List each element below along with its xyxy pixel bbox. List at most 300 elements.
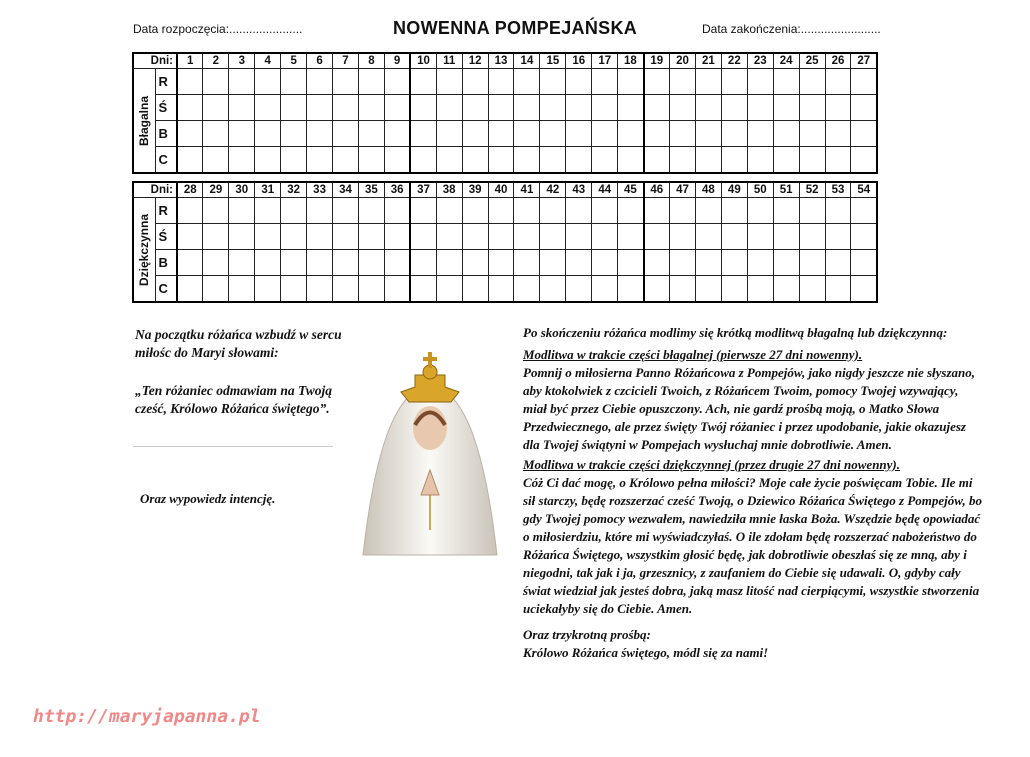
day-number: 36 [384, 182, 410, 198]
day-number: 47 [670, 182, 696, 198]
check-cell[interactable] [514, 276, 540, 303]
check-cell[interactable] [670, 147, 696, 174]
check-cell[interactable] [462, 250, 488, 276]
check-cell[interactable] [773, 250, 799, 276]
check-cell[interactable] [851, 147, 877, 174]
check-cell[interactable] [514, 121, 540, 147]
check-cell[interactable] [384, 224, 410, 250]
check-cell[interactable] [333, 95, 359, 121]
check-cell[interactable] [695, 198, 721, 224]
check-cell[interactable] [255, 224, 281, 250]
check-cell[interactable] [281, 250, 307, 276]
check-cell[interactable] [799, 250, 825, 276]
check-cell[interactable] [695, 224, 721, 250]
check-cell[interactable] [670, 276, 696, 303]
check-cell[interactable] [670, 198, 696, 224]
check-cell[interactable] [592, 276, 618, 303]
section-label: Dziękczynna [137, 213, 152, 286]
intention-text: Oraz wypowiedz intencję. [140, 491, 276, 506]
day-number: 30 [229, 182, 255, 198]
check-cell[interactable] [255, 198, 281, 224]
check-cell[interactable] [618, 95, 644, 121]
check-cell[interactable] [203, 147, 229, 174]
check-cell[interactable] [670, 224, 696, 250]
check-cell[interactable] [540, 69, 566, 95]
day-number: 37 [410, 182, 436, 198]
rosary-row [133, 69, 877, 95]
rosary-row [133, 276, 877, 303]
check-cell[interactable] [514, 147, 540, 174]
check-cell[interactable] [592, 250, 618, 276]
check-cell[interactable] [851, 250, 877, 276]
check-cell[interactable] [436, 224, 462, 250]
check-cell[interactable] [670, 250, 696, 276]
check-cell[interactable] [592, 69, 618, 95]
check-cell[interactable] [488, 147, 514, 174]
check-cell[interactable] [410, 250, 436, 276]
check-cell[interactable] [644, 250, 670, 276]
day-number: 4 [255, 53, 281, 69]
day-number: 31 [255, 182, 281, 198]
madonna-image [355, 330, 505, 570]
check-cell[interactable] [358, 250, 384, 276]
check-cell[interactable] [695, 69, 721, 95]
check-cell[interactable] [566, 147, 592, 174]
check-cell[interactable] [773, 147, 799, 174]
check-cell[interactable] [695, 276, 721, 303]
day-number: 20 [670, 53, 696, 69]
check-cell[interactable] [229, 121, 255, 147]
check-cell[interactable] [540, 121, 566, 147]
check-cell[interactable] [384, 69, 410, 95]
check-cell[interactable] [358, 147, 384, 174]
days-row [133, 182, 877, 198]
check-cell[interactable] [410, 95, 436, 121]
prayer-heading-blagalna: Modlitwa w trakcie części błagalnej (pierwsze 27 dni nowenny). [523, 347, 863, 362]
check-cell[interactable] [177, 198, 203, 224]
day-number: 28 [177, 182, 203, 198]
check-cell[interactable] [566, 250, 592, 276]
check-cell[interactable] [566, 276, 592, 303]
row-letter: B [155, 121, 177, 147]
check-cell[interactable] [851, 69, 877, 95]
check-cell[interactable] [540, 147, 566, 174]
day-number: 6 [307, 53, 333, 69]
check-cell[interactable] [229, 250, 255, 276]
check-cell[interactable] [462, 198, 488, 224]
check-cell[interactable] [255, 250, 281, 276]
check-cell[interactable] [410, 147, 436, 174]
check-cell[interactable] [203, 121, 229, 147]
check-cell[interactable] [307, 95, 333, 121]
check-cell[interactable] [695, 121, 721, 147]
check-cell[interactable] [358, 198, 384, 224]
check-cell[interactable] [229, 224, 255, 250]
check-cell[interactable] [644, 198, 670, 224]
day-number: 9 [384, 53, 410, 69]
day-number: 32 [281, 182, 307, 198]
day-number: 19 [644, 53, 670, 69]
closing-text: Królowo Różańca świętego, módl się za nami! [523, 645, 769, 660]
check-cell[interactable] [540, 224, 566, 250]
check-cell[interactable] [721, 250, 747, 276]
check-cell[interactable] [281, 276, 307, 303]
check-cell[interactable] [799, 69, 825, 95]
check-cell[interactable] [618, 121, 644, 147]
check-cell[interactable] [410, 276, 436, 303]
check-cell[interactable] [644, 95, 670, 121]
row-letter: Ś [155, 224, 177, 250]
check-cell[interactable] [799, 224, 825, 250]
check-cell[interactable] [695, 147, 721, 174]
check-cell[interactable] [281, 224, 307, 250]
check-cell[interactable] [384, 250, 410, 276]
day-number: 34 [333, 182, 359, 198]
check-cell[interactable] [488, 69, 514, 95]
check-cell[interactable] [747, 224, 773, 250]
check-cell[interactable] [229, 95, 255, 121]
section-label: Błagalna [137, 95, 152, 146]
day-number: 44 [592, 182, 618, 198]
check-cell[interactable] [799, 276, 825, 303]
day-number: 41 [514, 182, 540, 198]
day-number: 46 [644, 182, 670, 198]
rosary-row [133, 224, 877, 250]
rosary-row [133, 121, 877, 147]
check-cell[interactable] [540, 276, 566, 303]
day-number: 11 [436, 53, 462, 69]
day-number: 50 [747, 182, 773, 198]
check-cell[interactable] [721, 276, 747, 303]
check-cell[interactable] [644, 147, 670, 174]
days-row [133, 53, 877, 69]
check-cell[interactable] [540, 95, 566, 121]
check-cell[interactable] [358, 95, 384, 121]
check-cell[interactable] [177, 276, 203, 303]
check-cell[interactable] [436, 121, 462, 147]
check-cell[interactable] [851, 224, 877, 250]
row-letter: R [155, 69, 177, 95]
check-cell[interactable] [203, 95, 229, 121]
row-letter: Ś [155, 95, 177, 121]
check-cell[interactable] [825, 198, 851, 224]
check-cell[interactable] [177, 69, 203, 95]
check-cell[interactable] [358, 121, 384, 147]
check-cell[interactable] [721, 147, 747, 174]
left-intro-text: Na początku różańca wzbudź w sercu miłośc do Maryi słowami: [135, 327, 342, 360]
check-cell[interactable] [333, 69, 359, 95]
check-cell[interactable] [177, 121, 203, 147]
check-cell[interactable] [436, 95, 462, 121]
check-cell[interactable] [203, 276, 229, 303]
check-cell[interactable] [566, 198, 592, 224]
check-cell[interactable] [566, 224, 592, 250]
day-number: 39 [462, 182, 488, 198]
prayer-text-blagalna: Pomnij o miłosierna Panno Różańcowa z Pompejów, jako nigdy jeszcze nie słyszano, aby ktokolwiek z czcicieli Twoich, z Różańcem Twoim, pomocy Twojej wzywający, miał być przez Ciebie opuszczony. Ach, nie gardź prośbą moją, o Matko Słowa Przedwiecznego, ale przez święty Twój różaniec i przez upodobanie, jakie okazujesz dla Twojej świątyni w Pompejach wysłuchaj mnie dobrotliwie. Amen. [523, 365, 976, 452]
check-cell[interactable] [695, 250, 721, 276]
check-cell[interactable] [488, 121, 514, 147]
rosary-row [133, 198, 877, 224]
check-cell[interactable] [436, 250, 462, 276]
check-cell[interactable] [384, 121, 410, 147]
check-cell[interactable] [747, 121, 773, 147]
check-cell[interactable] [592, 198, 618, 224]
day-number: 40 [488, 182, 514, 198]
check-cell[interactable] [747, 250, 773, 276]
check-cell[interactable] [333, 224, 359, 250]
check-cell[interactable] [618, 250, 644, 276]
check-cell[interactable] [799, 147, 825, 174]
check-cell[interactable] [747, 276, 773, 303]
day-number: 23 [747, 53, 773, 69]
novena-grid-dziekczynna [132, 181, 878, 303]
check-cell[interactable] [566, 69, 592, 95]
day-number: 1 [177, 53, 203, 69]
check-cell[interactable] [721, 121, 747, 147]
check-cell[interactable] [592, 147, 618, 174]
day-number: 16 [566, 53, 592, 69]
row-letter: R [155, 198, 177, 224]
check-cell[interactable] [203, 198, 229, 224]
check-cell[interactable] [436, 198, 462, 224]
check-cell[interactable] [333, 198, 359, 224]
check-cell[interactable] [462, 224, 488, 250]
check-cell[interactable] [851, 276, 877, 303]
check-cell[interactable] [747, 69, 773, 95]
check-cell[interactable] [307, 198, 333, 224]
divider [133, 446, 333, 447]
check-cell[interactable] [410, 69, 436, 95]
check-cell[interactable] [281, 147, 307, 174]
prayer-section [523, 324, 983, 662]
check-cell[interactable] [644, 69, 670, 95]
check-cell[interactable] [281, 95, 307, 121]
day-number: 42 [540, 182, 566, 198]
check-cell[interactable] [488, 276, 514, 303]
check-cell[interactable] [514, 69, 540, 95]
day-number: 51 [773, 182, 799, 198]
check-cell[interactable] [307, 69, 333, 95]
day-number: 13 [488, 53, 514, 69]
check-cell[interactable] [281, 198, 307, 224]
prayer-text-dziekczynna: Cóż Ci dać mogę, o Królowo pełna miłości? Moje całe życie poświęcam Tobie. Ile mi sił starczy, będę rozszerzać cześć Twoją, o Dziewico Różańca Świętego z Pompejów, bo gdy Twojej pomocy wezwałem, nawiedziła mnie łaska Boża. Wszędzie będę opowiadać o miłosierdziu, które mi wyświadczyłaś. O ile zdołam będę rozszerzać nabożeństwo do Różańca Świętego, wszystkim głosić będę, jak dobrotliwie obeszłaś się ze mną, aby i niegodni, tak jak i ja, grzesznicy, z zaufaniem do Ciebie się udawali. O, gdyby cały świat wiedział jak jesteś dobra, jaką masz litość nad cierpiącymi, wszystkie stworzenia uciekałyby się do Ciebie. Amen. [523, 475, 982, 616]
check-cell[interactable] [670, 95, 696, 121]
day-number: 5 [281, 53, 307, 69]
check-cell[interactable] [307, 147, 333, 174]
start-date-label: Data rozpoczęcia:...................... [133, 22, 303, 36]
check-cell[interactable] [384, 95, 410, 121]
check-cell[interactable] [203, 250, 229, 276]
check-cell[interactable] [618, 198, 644, 224]
day-number: 45 [618, 182, 644, 198]
left-quote-text: „Ten różaniec odmawiam na Twoją cześć, Królowo Różańca świętego”. [135, 383, 333, 416]
rosary-row [133, 147, 877, 174]
check-cell[interactable] [488, 198, 514, 224]
check-cell[interactable] [436, 69, 462, 95]
check-cell[interactable] [384, 147, 410, 174]
check-cell[interactable] [644, 224, 670, 250]
check-cell[interactable] [358, 224, 384, 250]
check-cell[interactable] [333, 147, 359, 174]
check-cell[interactable] [307, 250, 333, 276]
check-cell[interactable] [462, 121, 488, 147]
check-cell[interactable] [177, 95, 203, 121]
check-cell[interactable] [462, 95, 488, 121]
day-number: 35 [358, 182, 384, 198]
rosary-row [133, 95, 877, 121]
check-cell[interactable] [747, 147, 773, 174]
day-number: 21 [695, 53, 721, 69]
check-cell[interactable] [229, 198, 255, 224]
day-number: 27 [851, 53, 877, 69]
check-cell[interactable] [384, 276, 410, 303]
check-cell[interactable] [773, 198, 799, 224]
day-number: 10 [410, 53, 436, 69]
check-cell[interactable] [462, 276, 488, 303]
check-cell[interactable] [825, 224, 851, 250]
check-cell[interactable] [229, 147, 255, 174]
closing-label: Oraz trzykrotną prośbą: [523, 627, 651, 642]
day-number: 25 [799, 53, 825, 69]
check-cell[interactable] [799, 121, 825, 147]
check-cell[interactable] [229, 69, 255, 95]
check-cell[interactable] [229, 276, 255, 303]
check-cell[interactable] [488, 224, 514, 250]
check-cell[interactable] [540, 198, 566, 224]
prayer-intro: Po skończeniu różańca modlimy się krótką modlitwą błagalną lub dziękczynną: [523, 325, 948, 340]
check-cell[interactable] [695, 95, 721, 121]
day-number: 2 [203, 53, 229, 69]
check-cell[interactable] [358, 276, 384, 303]
row-letter: C [155, 276, 177, 303]
check-cell[interactable] [773, 121, 799, 147]
check-cell[interactable] [540, 250, 566, 276]
check-cell[interactable] [307, 276, 333, 303]
check-cell[interactable] [255, 95, 281, 121]
day-number: 14 [514, 53, 540, 69]
check-cell[interactable] [462, 69, 488, 95]
check-cell[interactable] [410, 198, 436, 224]
site-url: http://maryjapanna.pl [33, 706, 261, 727]
check-cell[interactable] [255, 121, 281, 147]
day-number: 7 [333, 53, 359, 69]
check-cell[interactable] [773, 276, 799, 303]
day-number: 54 [851, 182, 877, 198]
check-cell[interactable] [721, 224, 747, 250]
check-cell[interactable] [618, 69, 644, 95]
check-cell[interactable] [358, 69, 384, 95]
check-cell[interactable] [825, 121, 851, 147]
check-cell[interactable] [592, 224, 618, 250]
check-cell[interactable] [825, 147, 851, 174]
check-cell[interactable] [514, 95, 540, 121]
section-label-cell [133, 198, 155, 303]
check-cell[interactable] [799, 95, 825, 121]
day-number: 53 [825, 182, 851, 198]
check-cell[interactable] [488, 250, 514, 276]
check-cell[interactable] [307, 121, 333, 147]
check-cell[interactable] [644, 121, 670, 147]
check-cell[interactable] [799, 198, 825, 224]
check-cell[interactable] [721, 198, 747, 224]
check-cell[interactable] [281, 121, 307, 147]
check-cell[interactable] [203, 69, 229, 95]
check-cell[interactable] [514, 250, 540, 276]
check-cell[interactable] [514, 224, 540, 250]
check-cell[interactable] [773, 95, 799, 121]
day-number: 48 [695, 182, 721, 198]
check-cell[interactable] [618, 276, 644, 303]
check-cell[interactable] [384, 198, 410, 224]
check-cell[interactable] [333, 250, 359, 276]
section-label-cell [133, 69, 155, 174]
dni-label: Dni: [133, 53, 177, 69]
check-cell[interactable] [488, 95, 514, 121]
check-cell[interactable] [436, 147, 462, 174]
day-number: 18 [618, 53, 644, 69]
day-number: 15 [540, 53, 566, 69]
check-cell[interactable] [618, 147, 644, 174]
check-cell[interactable] [721, 69, 747, 95]
check-cell[interactable] [825, 95, 851, 121]
prayer-heading-dziekczynna: Modlitwa w trakcie części dziękczynnej (przez drugie 27 dni nowenny). [523, 457, 900, 472]
day-number: 29 [203, 182, 229, 198]
check-cell[interactable] [514, 198, 540, 224]
check-cell[interactable] [255, 276, 281, 303]
check-cell[interactable] [255, 69, 281, 95]
check-cell[interactable] [747, 95, 773, 121]
check-cell[interactable] [670, 69, 696, 95]
row-letter: B [155, 250, 177, 276]
check-cell[interactable] [851, 121, 877, 147]
check-cell[interactable] [773, 69, 799, 95]
check-cell[interactable] [851, 95, 877, 121]
check-cell[interactable] [566, 121, 592, 147]
check-cell[interactable] [177, 250, 203, 276]
check-cell[interactable] [592, 95, 618, 121]
check-cell[interactable] [307, 224, 333, 250]
check-cell[interactable] [851, 198, 877, 224]
check-cell[interactable] [255, 147, 281, 174]
check-cell[interactable] [747, 198, 773, 224]
day-number: 52 [799, 182, 825, 198]
check-cell[interactable] [825, 69, 851, 95]
check-cell[interactable] [462, 147, 488, 174]
check-cell[interactable] [592, 121, 618, 147]
check-cell[interactable] [566, 95, 592, 121]
check-cell[interactable] [618, 224, 644, 250]
check-cell[interactable] [333, 121, 359, 147]
check-cell[interactable] [410, 121, 436, 147]
check-cell[interactable] [436, 276, 462, 303]
day-number: 26 [825, 53, 851, 69]
check-cell[interactable] [203, 224, 229, 250]
check-cell[interactable] [825, 250, 851, 276]
check-cell[interactable] [670, 121, 696, 147]
day-number: 17 [592, 53, 618, 69]
check-cell[interactable] [177, 224, 203, 250]
check-cell[interactable] [773, 224, 799, 250]
check-cell[interactable] [177, 147, 203, 174]
check-cell[interactable] [721, 95, 747, 121]
rosary-row [133, 250, 877, 276]
check-cell[interactable] [410, 224, 436, 250]
check-cell[interactable] [825, 276, 851, 303]
check-cell[interactable] [644, 276, 670, 303]
check-cell[interactable] [281, 69, 307, 95]
day-number: 24 [773, 53, 799, 69]
check-cell[interactable] [333, 276, 359, 303]
